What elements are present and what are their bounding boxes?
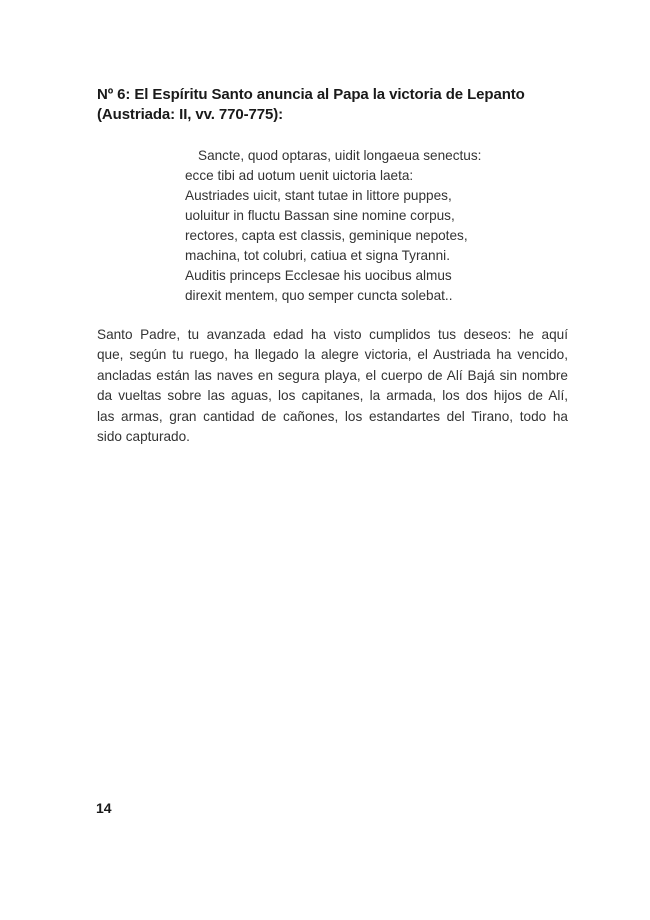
verse-line: machina, tot colubri, catiua et signa Tyranni.: [185, 248, 450, 263]
heading-line-1: Nº 6: El Espíritu Santo anuncia al Papa la victoria de Lepanto: [97, 86, 525, 103]
spanish-translation-paragraph: [97, 325, 568, 447]
verse-line: Austriades uicit, stant tutae in littore puppes,: [185, 188, 452, 203]
verse-line: Sancte, quod optaras, uidit longaeua senectus:: [198, 148, 482, 163]
paragraph-line: Santo Padre, tu avanzada edad ha visto cumplidos tus deseos: he aquí: [97, 327, 568, 342]
paragraph-line: sido capturado.: [97, 429, 190, 445]
paragraph-line: ancladas están las naves en segura playa, el cuerpo de Alí Bajá sin nombre: [97, 367, 568, 383]
paragraph-line: da vueltas sobre las aguas, los capitanes, la armada, los dos hijos de Alí,: [97, 388, 568, 404]
latin-verse-block: [185, 146, 481, 306]
section-heading: [97, 85, 577, 125]
verse-line: Auditis princeps Ecclesae his uocibus almus: [185, 268, 452, 283]
heading-line-2: (Austriada: II, vv. 770-775):: [97, 106, 284, 123]
verse-line: rectores, capta est classis, geminique nepotes,: [185, 228, 468, 243]
paragraph-line: que, según tu ruego, ha llegado la alegre victoria, el Austriada ha vencido,: [97, 347, 568, 363]
page-number: 14: [96, 800, 112, 816]
paragraph-line: las armas, gran cantidad de cañones, los estandartes del Tirano, todo ha: [97, 408, 568, 424]
verse-line: uoluitur in fluctu Bassan sine nomine corpus,: [185, 208, 455, 223]
verse-line: direxit mentem, quo semper cuncta solebat..: [185, 288, 453, 303]
verse-line: ecce tibi ad uotum uenit uictoria laeta:: [185, 168, 414, 183]
